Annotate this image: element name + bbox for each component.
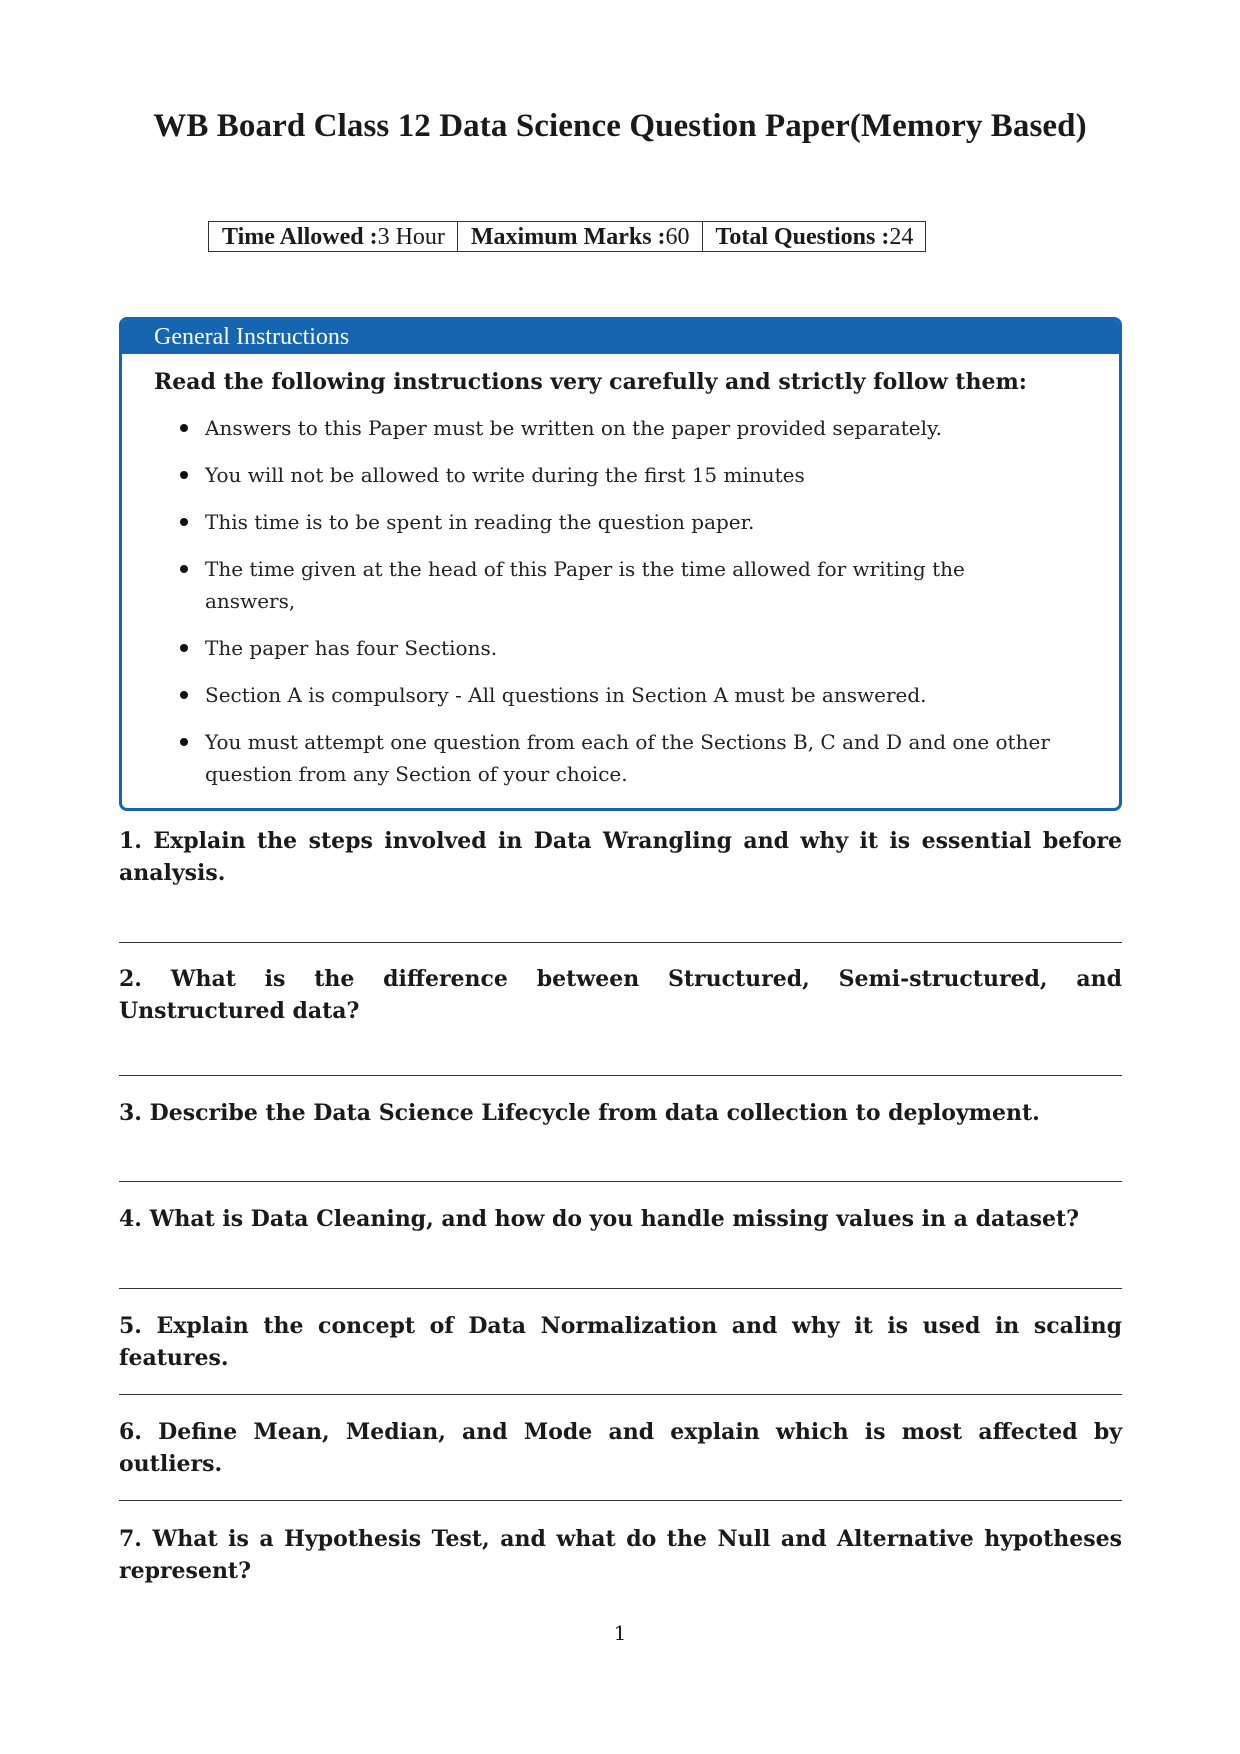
question-4: 4. What is Data Cleaning, and how do you handle missing values in a dataset? xyxy=(119,1206,1080,1232)
bullet-icon xyxy=(180,565,188,573)
bullet-icon xyxy=(180,691,188,699)
maximum-marks-label: Maximum Marks : xyxy=(470,223,666,250)
bullet-icon xyxy=(180,738,188,746)
instructions-lead: Read the following instructions very carefully and strictly follow them: xyxy=(154,369,1027,395)
answer-divider xyxy=(119,1075,1122,1076)
question-5: 5. Explain the concept of Data Normalization and why it is used in scaling features. xyxy=(119,1313,1122,1371)
instruction-item: This time is to be spent in reading the question paper. xyxy=(205,506,1119,538)
instruction-item: Answers to this Paper must be written on the paper provided separately. xyxy=(205,412,1119,444)
question-7: 7. What is a Hypothesis Test, and what do the Null and Alternative hypotheses represent? xyxy=(119,1526,1122,1584)
instruction-item: You must attempt one question from each of the Sections B, C and D and one other question from any Section of your choice. xyxy=(205,726,1119,790)
maximum-marks-value: 60 xyxy=(665,223,690,250)
instruction-item: Section A is compulsory - All questions in Section A must be answered. xyxy=(205,679,1119,711)
answer-divider xyxy=(119,942,1122,943)
bullet-icon xyxy=(180,424,188,432)
bullet-icon xyxy=(180,644,188,652)
instructions-header: General Instructions xyxy=(122,320,1119,354)
instructions-list xyxy=(122,412,1119,790)
bullet-icon xyxy=(180,518,188,526)
question-6: 6. Define Mean, Median, and Mode and explain which is most affected by outliers. xyxy=(119,1419,1122,1477)
bullet-icon xyxy=(180,471,188,479)
total-questions-cell xyxy=(702,222,926,252)
answer-divider xyxy=(119,1394,1122,1395)
instruction-item: You will not be allowed to write during the first 15 minutes xyxy=(205,459,1119,491)
exam-info-table xyxy=(208,221,926,252)
time-allowed-cell xyxy=(209,222,458,252)
total-questions-value: 24 xyxy=(889,223,914,250)
instruction-item: The paper has four Sections. xyxy=(205,632,1119,664)
instruction-item: The time given at the head of this Paper is the time allowed for writing the answers, xyxy=(205,553,1119,617)
general-instructions-box xyxy=(119,317,1122,811)
time-allowed-label: Time Allowed : xyxy=(222,223,378,250)
question-1: 1. Explain the steps involved in Data Wrangling and why it is essential before analysis. xyxy=(119,828,1122,886)
page-number: 1 xyxy=(613,1621,627,1645)
question-2: 2. What is the difference between Structured, Semi-structured, and Unstructured data? xyxy=(119,966,1122,1024)
answer-divider xyxy=(119,1288,1122,1289)
answer-divider xyxy=(119,1500,1122,1501)
time-allowed-value: 3 Hour xyxy=(377,223,445,250)
question-3: 3. Describe the Data Science Lifecycle from data collection to deployment. xyxy=(119,1100,1040,1126)
answer-divider xyxy=(119,1181,1122,1182)
total-questions-label: Total Questions : xyxy=(715,223,890,250)
page-title: WB Board Class 12 Data Science Question Paper(Memory Based) xyxy=(153,108,1087,144)
maximum-marks-cell xyxy=(457,222,702,252)
